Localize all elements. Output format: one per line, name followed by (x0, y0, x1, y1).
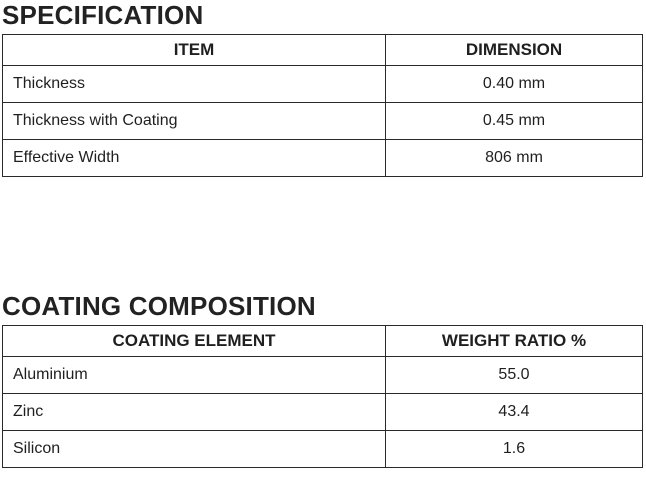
row-value: 0.40 mm (386, 66, 643, 103)
table-row (3, 66, 643, 103)
coating-element-column-header: COATING ELEMENT (3, 326, 386, 357)
row-value: 43.4 (386, 394, 643, 431)
row-value: 806 mm (386, 140, 643, 177)
row-label: Zinc (3, 394, 386, 431)
row-label: Effective Width (3, 140, 386, 177)
row-label: Thickness with Coating (3, 103, 386, 140)
specification-table (2, 34, 643, 177)
row-value: 55.0 (386, 357, 643, 394)
coating-composition-title: COATING COMPOSITION (2, 291, 316, 321)
weight-ratio-column-header: WEIGHT RATIO % (386, 326, 643, 357)
table-row (3, 103, 643, 140)
row-label: Aluminium (3, 357, 386, 394)
specification-title: SPECIFICATION (2, 0, 204, 30)
coating-header-row (3, 326, 643, 357)
item-column-header: ITEM (3, 35, 386, 66)
row-label: Silicon (3, 431, 386, 468)
table-row (3, 431, 643, 468)
row-value: 1.6 (386, 431, 643, 468)
table-row (3, 357, 643, 394)
coating-composition-table (2, 325, 643, 468)
table-row (3, 394, 643, 431)
specification-header-row (3, 35, 643, 66)
row-value: 0.45 mm (386, 103, 643, 140)
row-label: Thickness (3, 66, 386, 103)
dimension-column-header: DIMENSION (386, 35, 643, 66)
table-row (3, 140, 643, 177)
